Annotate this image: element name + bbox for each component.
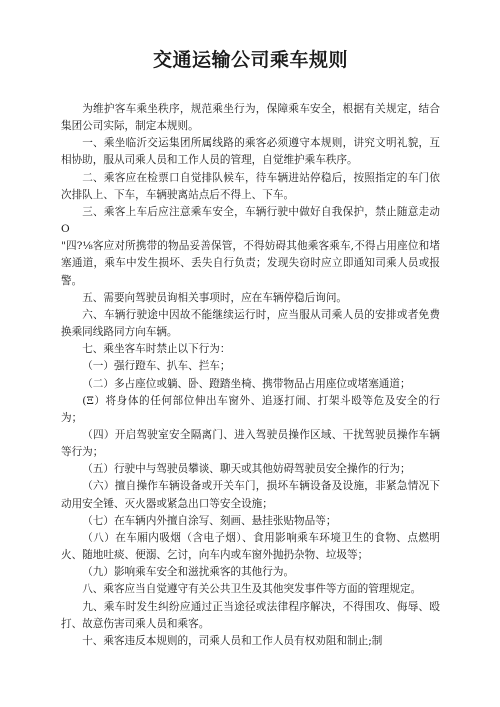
- paragraph-item-5: （五）行驶中与驾驶员攀谈、聊天或其他妨碍驾驶员安全操作的行为；: [82, 463, 411, 476]
- paragraph-rule-8: 八、乘客应当自觉遵守有关公共卫生及其他突发事件等方面的管理规定。: [82, 583, 422, 596]
- paragraph-rule-5: 五、需要向驾驶员询相关事项时，应在车辆停稳后询问。: [82, 291, 348, 304]
- paragraph-rule-1: 一、乘坐临沂交运集团所属线路的乘客必须遵守本规则，讲究文明礼貌，互相协助，服从司乘人员和工作人员的管理，自觉维护乘车秩序。: [61, 137, 440, 167]
- paragraph-item-4: （四）开启驾驶室安全隔离门、进入驾驶员操作区域、干扰驾驶员操作车辆等行为；: [61, 428, 440, 459]
- paragraph-item-3: (Ξ）将身体的任何部位伸出车窗外、追逐打闹、打架斗殴等危及安全的行为；: [61, 394, 440, 424]
- paragraph-rule-2: 二、乘客应在检票口自觉排队候车，待车辆进站停稳后，按照指定的车门依次排队上、下车，车辆驶离站点后不得上、下车。: [61, 171, 440, 201]
- document-body: [61, 101, 440, 650]
- paragraph-rule-10: 十、乘客违反本规则的，司乘人员和工作人员有权劝阻和制止;制: [82, 634, 383, 647]
- paragraph-item-7: （七）在车辆内外擅自涂写、刻画、悬挂张贴物品等；: [82, 514, 337, 527]
- paragraph-rule-4: "四?⅛客应对所携带的物品妥善保管，不得妨碍其他乘客乘车,不得占用座位和堵塞通道，乘车中发生损坏、丢失自行负责；发现失窃时应立即通知司乘人员或报警。: [61, 240, 440, 287]
- paragraph-item-8: （八）在车厢内吸烟（含电子烟）、食用影响乘车环境卫生的食物、点燃明火、随地吐痰、便溺、乞讨，向车内或车窗外抛扔杂物、垃圾等；: [61, 531, 440, 562]
- paragraph-rule-9: 九、乘车时发生纠纷应通过正当途径或法律程序解决，不得围攻、侮辱、殴打、故意伤害司乘人员和乘客。: [61, 600, 440, 630]
- paragraph-rule-7: 七、乘坐客车时禁止以下行为：: [82, 343, 231, 356]
- paragraph-rule-3: 三、乘客上车后应注意乘车安全，车辆行驶中做好自我保护，禁止随意走动O: [61, 205, 440, 236]
- paragraph-item-9: （九）影响乘车安全和滋扰乘客的其他行为。: [82, 566, 295, 579]
- paragraph-item-2: （二）多占座位或躺、卧、蹬踏坐椅、携带物品占用座位或堵塞通道；: [82, 377, 411, 390]
- document-title: 交通运输公司乘车规则: [152, 49, 348, 71]
- paragraph-rule-6: 六、车辆行驶途中因故不能继续运行时，应当服从司乘人员的安排或者免费换乘同线路同方向车辆。: [61, 308, 440, 339]
- paragraph-item-1: （一）强行蹬车、扒车、拦车；: [82, 360, 231, 373]
- paragraph-item-6: （六）擅自操作车辆设备或开关车门，损坏车辆设备及设施，非紧急情况下动用安全锤、灭火器或紧急出口等安全设施；: [61, 480, 440, 510]
- paragraph-preamble: 为维护客车乘坐秩序，规范乘坐行为，保障乘车安全，根据有关规定，结合集团公司实际，制定本规则。: [61, 103, 440, 133]
